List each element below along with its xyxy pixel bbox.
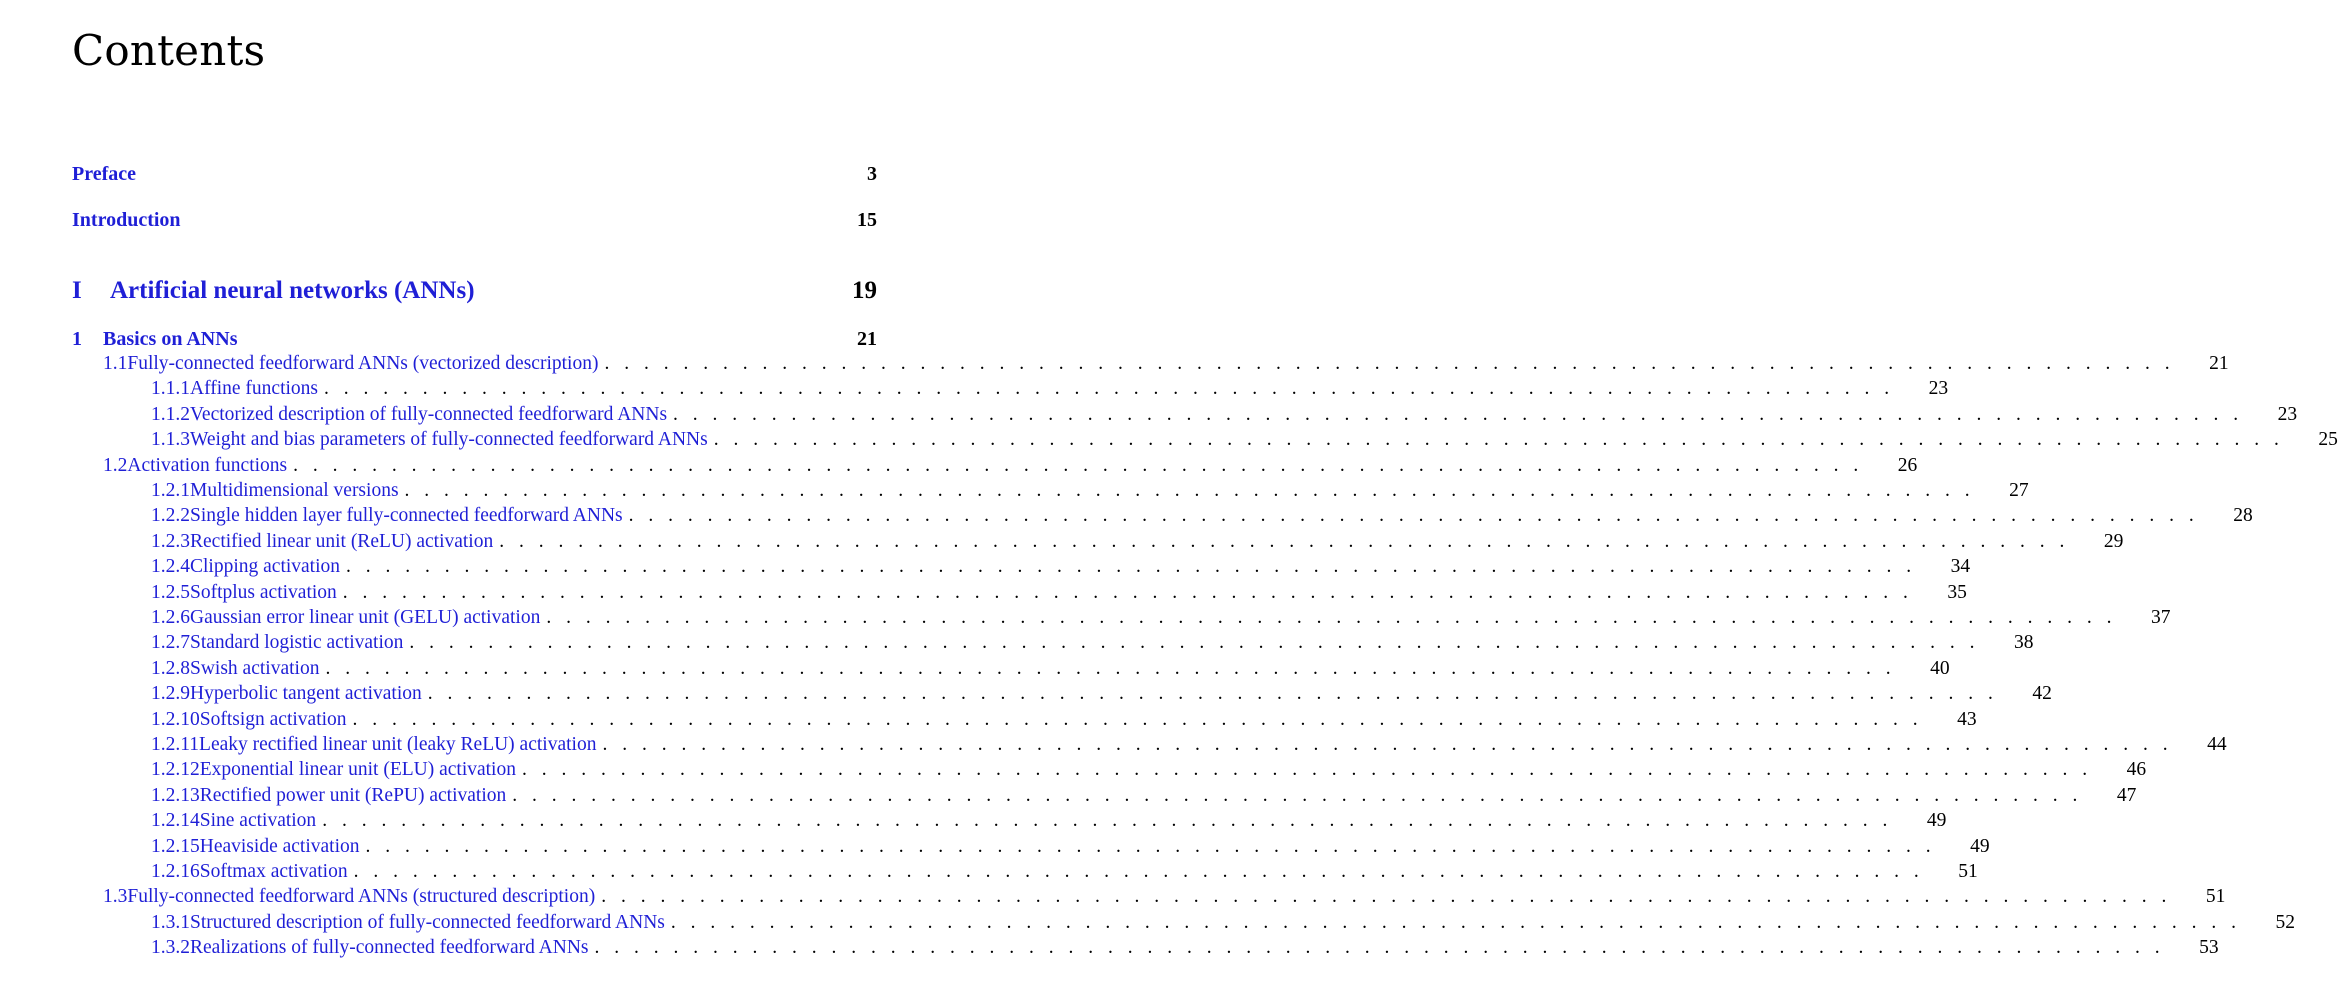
toc-entry-title[interactable]: Swish activation bbox=[190, 657, 320, 679]
page-title: Contents bbox=[72, 26, 266, 75]
toc-entry-page: 51 bbox=[2205, 886, 2226, 908]
toc-leader-dots: . . . . . . . . . . . . . . . . . . . . . . . . . . . . . . . . . . . . . . . . . . . . . . . . . . . . . . . . . . . . . . . . . . . . . . . . . . . . . . . . bbox=[512, 784, 2083, 806]
toc-section-entry[interactable] bbox=[103, 353, 2229, 375]
toc-entry-page: 26 bbox=[1897, 454, 1918, 476]
toc-leader-dots: . . . . . . . . . . . . . . . . . . . . . . . . . . . . . . . . . . . . . . . . . . . . . . . . . . . . . . . . . . . . . . . . . . . . . . . . . . . . . . . . bbox=[670, 911, 2242, 933]
toc-entry-page: 53 bbox=[2199, 937, 2219, 959]
toc-entry-page: 37 bbox=[2150, 607, 2171, 628]
toc-entry-title[interactable]: Activation functions bbox=[127, 454, 288, 476]
toc-entry-title[interactable]: Rectified power unit (RePU) activation bbox=[199, 784, 507, 806]
toc-leader-dots: . . . . . . . . . . . . . . . . . . . . . . . . . . . . . . . . . . . . . . . . . . . . . . . . . . . . . . . . . . . . . . . . . . . . . . . . . . . . . . . . bbox=[324, 378, 1895, 400]
toc-entry-number: 1.2.12 bbox=[151, 759, 200, 781]
toc-leader-dots: . . . . . . . . . . . . . . . . . . . . . . . . . . . . . . . . . . . . . . . . . . . . . . . . . . . . . . . . . . . . . . . . . . . . . . . . . . . . . . . . bbox=[404, 480, 1975, 501]
toc-entry-page: 25 bbox=[2318, 429, 2338, 451]
toc-entry-page: 35 bbox=[1947, 581, 1967, 603]
toc-entry-title[interactable]: Clipping activation bbox=[190, 556, 341, 578]
toc-subsection-entry[interactable] bbox=[151, 607, 2171, 629]
toc-entry-page: 49 bbox=[1970, 835, 1990, 857]
toc-subsection-entry[interactable] bbox=[151, 581, 1967, 604]
toc-entry-page: 51 bbox=[1958, 861, 1978, 882]
toc-entry-number: 1.1 bbox=[103, 353, 128, 374]
toc-entry-preface[interactable] bbox=[72, 163, 877, 186]
toc-entry-number: 1.3.2 bbox=[151, 937, 190, 959]
toc-subsection-entry[interactable] bbox=[151, 810, 1947, 832]
toc-entry-page: 29 bbox=[2103, 530, 2124, 552]
toc-entry-page: 27 bbox=[2009, 480, 2029, 501]
toc-subsection-entry[interactable] bbox=[151, 683, 2052, 705]
toc-subsection-entry[interactable] bbox=[151, 734, 2227, 756]
toc-entry-title[interactable]: Single hidden layer fully-connected feedforward ANNs bbox=[190, 505, 623, 527]
toc-entry-page: 15 bbox=[857, 209, 877, 231]
toc-entry-title[interactable]: Fully-connected feedforward ANNs (vectorized description) bbox=[127, 353, 599, 374]
toc-subsection-entry[interactable] bbox=[151, 759, 2147, 781]
toc-part-number: I bbox=[72, 277, 82, 304]
toc-leader-dots: . . . . . . . . . . . . . . . . . . . . . . . . . . . . . . . . . . . . . . . . . . . . . . . . . . . . . . . . . . . . . . . . . . . . . . . . . . . . . . . . bbox=[409, 632, 1980, 654]
toc-entry-number: 1.2.16 bbox=[151, 861, 200, 882]
toc-leader-dots: . . . . . . . . . . . . . . . . . . . . . . . . . . . . . . . . . . . . . . . . . . . . . . . . . . . . . . . . . . . . . . . . . . . . . . . . . . . . . . . . bbox=[353, 861, 1924, 882]
toc-entry-title[interactable]: Gaussian error linear unit (GELU) activation bbox=[190, 607, 541, 628]
toc-part-page: 19 bbox=[852, 277, 877, 304]
toc-subsection-entry[interactable] bbox=[151, 937, 2219, 959]
toc-entry-page: 42 bbox=[2032, 683, 2052, 705]
toc-entry-page: 44 bbox=[2207, 734, 2227, 755]
toc-chapter-entry[interactable] bbox=[72, 328, 877, 351]
toc-subsection-entry[interactable] bbox=[151, 403, 2298, 426]
toc-entry-number: 1.1.3 bbox=[151, 429, 190, 451]
toc-leader-dots: . . . . . . . . . . . . . . . . . . . . . . . . . . . . . . . . . . . . . . . . . . . . . . . . . . . . . . . . . . . . . . . . . . . . . . . . . . . . . . . . bbox=[365, 835, 1936, 857]
toc-leader-dots: . . . . . . . . . . . . . . . . . . . . . . . . . . . . . . . . . . . . . . . . . . . . . . . . . . . . . . . . . . . . . . . . . . . . . . . . . . . . . . . . bbox=[713, 429, 2284, 451]
toc-entry-page: 23 bbox=[1928, 378, 1949, 400]
toc-entry-page: 21 bbox=[2209, 353, 2229, 374]
toc-entry-page: 34 bbox=[1950, 556, 1971, 578]
toc-subsection-entry[interactable] bbox=[151, 378, 1949, 400]
toc-entry-page: 40 bbox=[1930, 657, 1950, 679]
toc-leader-dots: . . . . . . . . . . . . . . . . . . . . . . . . . . . . . . . . . . . . . . . . . . . . . . . . . . . . . . . . . . . . . . . . . . . . . . . . . . . . . . . . bbox=[499, 530, 2070, 552]
toc-entry-title[interactable]: Fully-connected feedforward ANNs (structured description) bbox=[127, 886, 596, 908]
toc-leader-dots: . . . . . . . . . . . . . . . . . . . . . . . . . . . . . . . . . . . . . . . . . . . . . . . . . . . . . . . . . . . . . . . . . . . . . . . . . . . . . . . . bbox=[427, 683, 1998, 705]
toc-entry-page: 52 bbox=[2275, 911, 2296, 933]
toc-entry-number: 1.2.11 bbox=[151, 734, 200, 755]
toc-entry-title[interactable]: Hyperbolic tangent activation bbox=[190, 683, 422, 705]
toc-subsection-entry[interactable] bbox=[151, 530, 2124, 553]
toc-entry-title[interactable]: Realizations of fully-connected feedforward ANNs bbox=[190, 937, 589, 959]
toc-entry-number: 1.1.2 bbox=[151, 403, 190, 425]
toc-entry-number: 1.2.3 bbox=[151, 530, 190, 552]
toc-entry-title[interactable]: Heaviside activation bbox=[199, 835, 360, 857]
toc-entry-title[interactable]: Softsign activation bbox=[199, 708, 347, 730]
toc-subsection-entry[interactable] bbox=[151, 708, 1977, 731]
toc-entry-title[interactable]: Softplus activation bbox=[190, 581, 337, 603]
toc-leader-dots: . . . . . . . . . . . . . . . . . . . . . . . . . . . . . . . . . . . . . . . . . . . . . . . . . . . . . . . . . . . . . . . . . . . . . . . . . . . . . . . . bbox=[604, 353, 2175, 374]
toc-leader-dots: . . . . . . . . . . . . . . . . . . . . . . . . . . . . . . . . . . . . . . . . . . . . . . . . . . . . . . . . . . . . . . . . . . . . . . . . . . . . . . . . bbox=[346, 556, 1917, 578]
toc-entry-number: 1.2.7 bbox=[151, 632, 190, 654]
toc-chapter-page: 21 bbox=[857, 328, 877, 350]
toc-chapter-title[interactable]: Basics on ANNs bbox=[103, 328, 238, 350]
toc-part-entry[interactable] bbox=[72, 277, 877, 305]
toc-entry-title[interactable]: Structured description of fully-connected feedforward ANNs bbox=[190, 911, 665, 933]
toc-entry-number: 1.3 bbox=[103, 886, 128, 908]
toc-entry-number: 1.2.2 bbox=[151, 505, 190, 527]
toc-entry-number: 1.2.13 bbox=[151, 784, 200, 806]
toc-entry-number: 1.2.1 bbox=[151, 480, 190, 501]
toc-leader-dots: . . . . . . . . . . . . . . . . . . . . . . . . . . . . . . . . . . . . . . . . . . . . . . . . . . . . . . . . . . . . . . . . . . . . . . . . . . . . . . . . bbox=[342, 581, 1913, 603]
toc-entry-title[interactable]: Leaky rectified linear unit (leaky ReLU) activation bbox=[199, 734, 597, 755]
toc-entry-title[interactable]: Affine functions bbox=[190, 378, 318, 400]
toc-leader-dots: . . . . . . . . . . . . . . . . . . . . . . . . . . . . . . . . . . . . . . . . . . . . . . . . . . . . . . . . . . . . . . . . . . . . . . . . . . . . . . . . bbox=[601, 886, 2172, 908]
toc-entry-number: 1.2.15 bbox=[151, 835, 200, 857]
toc-entry-number: 1.2.10 bbox=[151, 708, 200, 730]
toc-entry-title[interactable]: Sine activation bbox=[199, 810, 317, 832]
toc-entry-number: 1.2.14 bbox=[151, 810, 200, 832]
toc-entry-title[interactable]: Multidimensional versions bbox=[190, 480, 399, 501]
toc-entry-number: 1.2.4 bbox=[151, 556, 190, 578]
toc-leader-dots: . . . . . . . . . . . . . . . . . . . . . . . . . . . . . . . . . . . . . . . . . . . . . . . . . . . . . . . . . . . . . . . . . . . . . . . . . . . . . . . . bbox=[628, 505, 2199, 527]
toc-subsection-entry[interactable] bbox=[151, 556, 1971, 578]
toc-entry-page: 38 bbox=[2014, 632, 2034, 654]
toc-entry-number: 1.2.8 bbox=[151, 657, 190, 679]
toc-leader-dots: . . . . . . . . . . . . . . . . . . . . . . . . . . . . . . . . . . . . . . . . . . . . . . . . . . . . . . . . . . . . . . . . . . . . . . . . . . . . . . . . bbox=[325, 657, 1896, 679]
toc-subsection-entry[interactable] bbox=[151, 429, 2338, 451]
toc-subsection-entry[interactable] bbox=[151, 835, 1990, 858]
toc-entry-title[interactable]: Rectified linear unit (ReLU) activation bbox=[190, 530, 494, 552]
toc-entry-page: 47 bbox=[2116, 784, 2137, 806]
toc-leader-dots: . . . . . . . . . . . . . . . . . . . . . . . . . . . . . . . . . . . . . . . . . . . . . . . . . . . . . . . . . . . . . . . . . . . . . . . . . . . . . . . . bbox=[293, 454, 1864, 476]
toc-chapter-number: 1 bbox=[72, 328, 82, 350]
toc-leader-dots: . . . . . . . . . . . . . . . . . . . . . . . . . . . . . . . . . . . . . . . . . . . . . . . . . . . . . . . . . . . . . . . . . . . . . . . . . . . . . . . . bbox=[594, 937, 2165, 959]
toc-entry-title[interactable]: Introduction bbox=[72, 209, 181, 231]
toc-section-entry[interactable] bbox=[103, 454, 1918, 477]
toc-entry-title[interactable]: Weight and bias parameters of fully-connected feedforward ANNs bbox=[190, 429, 708, 451]
toc-entry-page: 23 bbox=[2277, 403, 2298, 425]
toc-leader-dots: . . . . . . . . . . . . . . . . . . . . . . . . . . . . . . . . . . . . . . . . . . . . . . . . . . . . . . . . . . . . . . . . . . . . . . . . . . . . . . . . bbox=[673, 403, 2244, 425]
toc-entry-title[interactable]: Exponential linear unit (ELU) activation bbox=[199, 759, 516, 781]
toc-part-title[interactable]: Artificial neural networks (ANNs) bbox=[110, 277, 475, 304]
toc-subsection-entry[interactable] bbox=[151, 480, 2029, 502]
toc-entry-introduction[interactable] bbox=[72, 209, 877, 232]
toc-entry-title[interactable]: Preface bbox=[72, 163, 137, 185]
toc-entry-number: 1.2.5 bbox=[151, 581, 190, 603]
toc-entry-number: 1.2.9 bbox=[151, 683, 190, 705]
toc-entry-number: 1.2.6 bbox=[151, 607, 190, 628]
toc-entry-title[interactable]: Vectorized description of fully-connected feedforward ANNs bbox=[190, 403, 668, 425]
toc-entry-number: 1.2 bbox=[103, 454, 128, 476]
toc-subsection-entry[interactable] bbox=[151, 657, 1950, 680]
toc-subsection-entry[interactable] bbox=[151, 632, 2034, 654]
toc-leader-dots: . . . . . . . . . . . . . . . . . . . . . . . . . . . . . . . . . . . . . . . . . . . . . . . . . . . . . . . . . . . . . . . . . . . . . . . . . . . . . . . . bbox=[322, 810, 1893, 832]
toc-entry-page: 3 bbox=[867, 163, 877, 185]
toc-entry-page: 49 bbox=[1926, 810, 1947, 832]
toc-section-entry[interactable] bbox=[103, 886, 2226, 908]
toc-subsection-entry[interactable] bbox=[151, 911, 2296, 934]
toc-entry-number: 1.1.1 bbox=[151, 378, 190, 400]
toc-leader-dots: . . . . . . . . . . . . . . . . . . . . . . . . . . . . . . . . . . . . . . . . . . . . . . . . . . . . . . . . . . . . . . . . . . . . . . . . . . . . . . . . bbox=[546, 607, 2117, 628]
toc-subsection-entry[interactable] bbox=[151, 784, 2137, 807]
toc-entry-title[interactable]: Softmax activation bbox=[199, 861, 348, 882]
toc-subsection-entry[interactable] bbox=[151, 505, 2253, 527]
toc-leader-dots: . . . . . . . . . . . . . . . . . . . . . . . . . . . . . . . . . . . . . . . . . . . . . . . . . . . . . . . . . . . . . . . . . . . . . . . . . . . . . . . . bbox=[352, 708, 1923, 730]
toc-entry-page: 28 bbox=[2233, 505, 2253, 527]
toc-entry-page: 46 bbox=[2126, 759, 2147, 781]
toc-leader-dots: . . . . . . . . . . . . . . . . . . . . . . . . . . . . . . . . . . . . . . . . . . . . . . . . . . . . . . . . . . . . . . . . . . . . . . . . . . . . . . . . bbox=[521, 759, 2093, 781]
toc-entry-number: 1.3.1 bbox=[151, 911, 190, 933]
toc-entry-page: 43 bbox=[1957, 708, 1977, 730]
toc-entry-title[interactable]: Standard logistic activation bbox=[190, 632, 404, 654]
toc-subsection-entry[interactable] bbox=[151, 861, 1978, 883]
toc-leader-dots: . . . . . . . . . . . . . . . . . . . . . . . . . . . . . . . . . . . . . . . . . . . . . . . . . . . . . . . . . . . . . . . . . . . . . . . . . . . . . . . . bbox=[602, 734, 2173, 755]
